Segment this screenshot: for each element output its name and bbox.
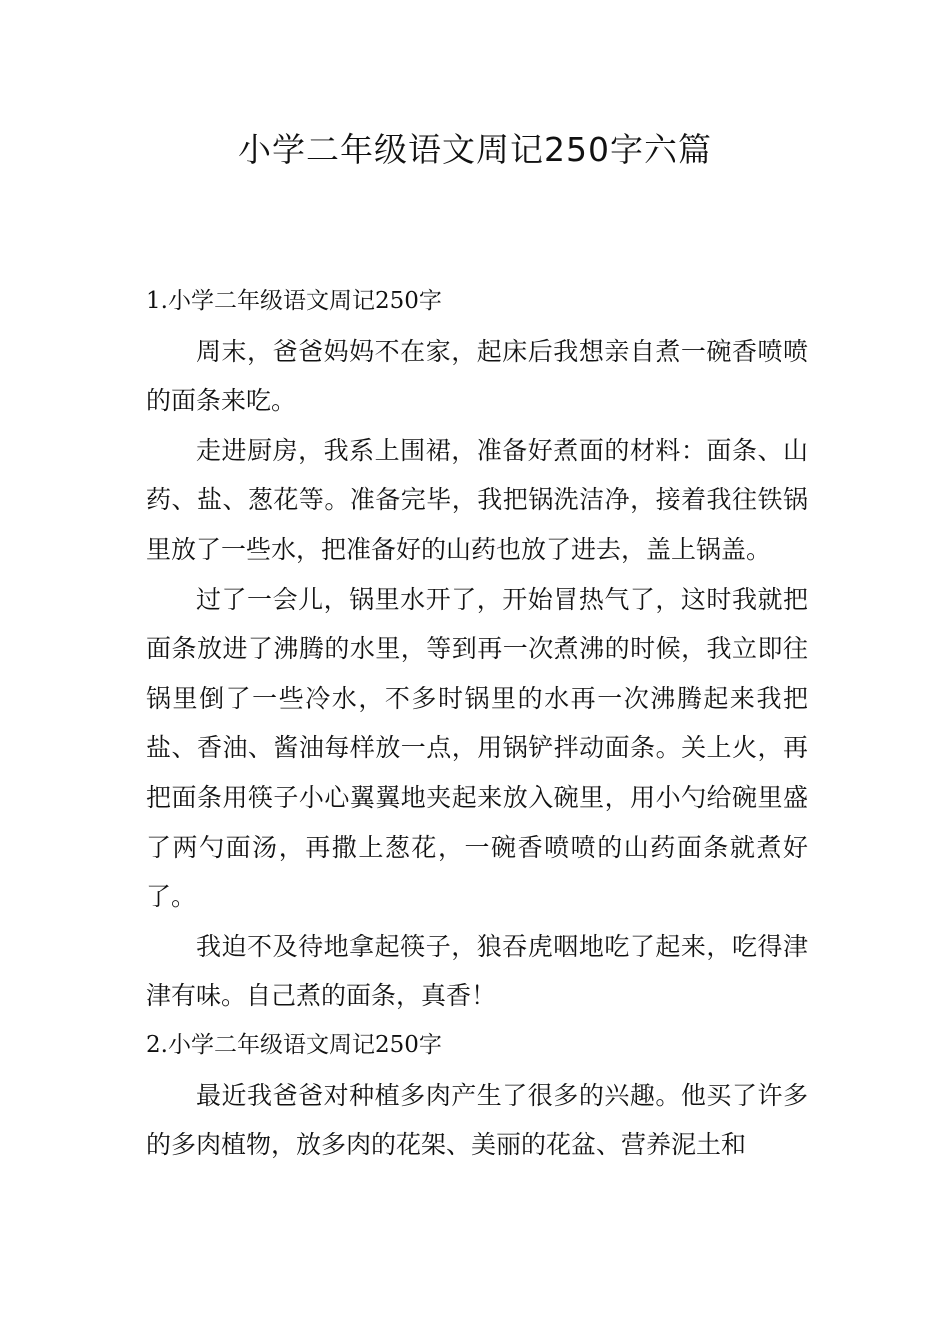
section-heading-1: 1.小学二年级语文周记250字 bbox=[146, 288, 442, 314]
paragraph: 最近我爸爸对种植多肉产生了很多的兴趣。他买了许多的多肉植物，放多肉的花架、美丽的花盆、营养泥土和 bbox=[146, 1080, 808, 1160]
document-title: 小学二年级语文周记250字六篇 bbox=[238, 130, 712, 169]
paragraph: 过了一会儿，锅里水开了，开始冒热气了，这时我就把面条放进了沸腾的水里，等到再一次煮沸的时候，我立即往锅里倒了一些冷水，不多时锅里的水再一次沸腾起来我把盐、香油、酱油每样放一点，用锅铲拌动面条。关上火，再把面条用筷子小心翼翼地夹起来放入碗里，用小勺给碗里盛了两勺面汤，再撒上葱花，一碗香喷喷的山药面条就煮好了。 bbox=[146, 584, 808, 912]
paragraph: 走进厨房，我系上围裙，准备好煮面的材料：面条、山药、盐、葱花等。准备完毕，我把锅洗洁净，接着我往铁锅里放了一些水，把准备好的山药也放了进去，盖上锅盖。 bbox=[146, 435, 808, 564]
paragraph: 周末，爸爸妈妈不在家，起床后我想亲自煮一碗香喷喷的面条来吃。 bbox=[146, 336, 808, 416]
paragraph: 我迫不及待地拿起筷子，狼吞虎咽地吃了起来，吃得津津有味。自己煮的面条，真香！ bbox=[146, 931, 808, 1011]
section-heading-2: 2.小学二年级语文周记250字 bbox=[146, 1031, 442, 1058]
document-body bbox=[146, 277, 808, 1170]
